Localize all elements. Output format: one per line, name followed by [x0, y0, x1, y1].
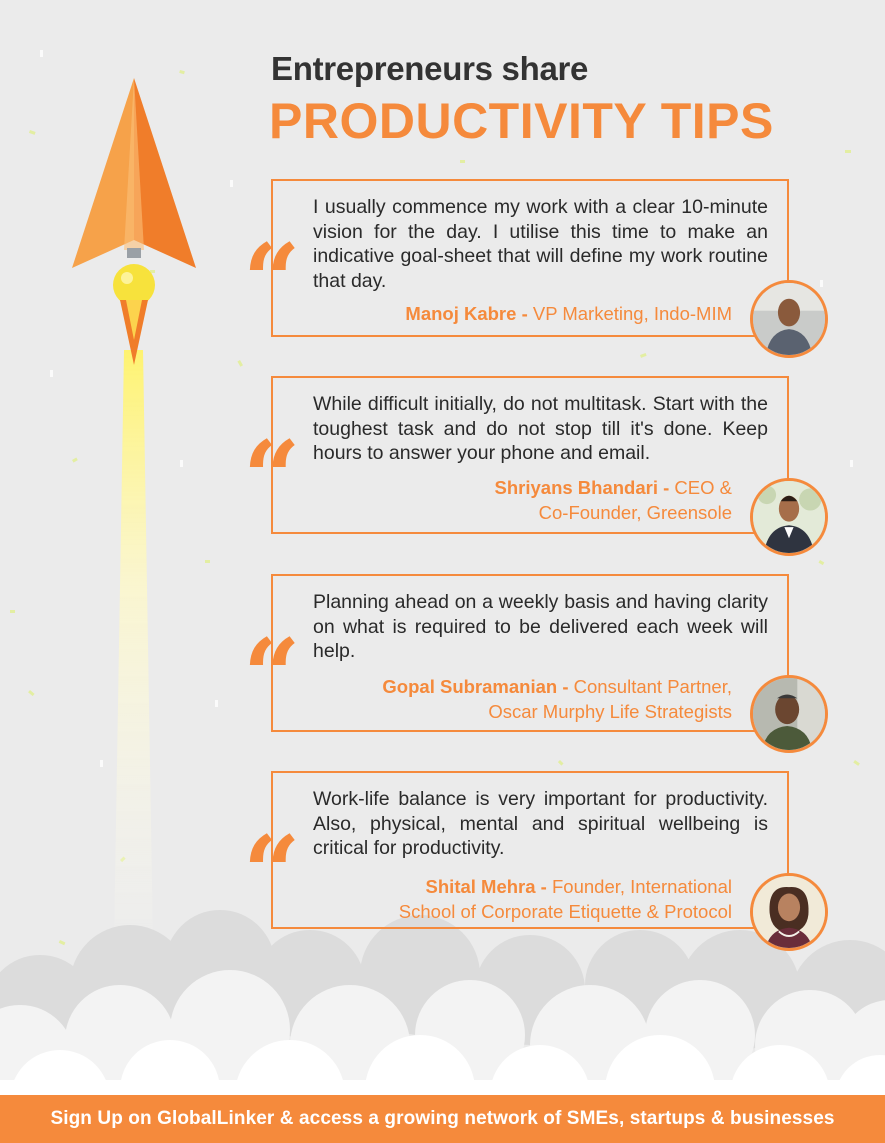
tip-quote: Work-life balance is very important for productivity. Also, physical, mental and spiritual wellbeing is critical for productivity.: [313, 788, 768, 859]
rocket-icon: [72, 78, 196, 365]
quote-mark-icon: “: [243, 814, 301, 932]
signup-banner[interactable]: Sign Up on GlobalLinker & access a growing network of SMEs, startups & businesses: [0, 1095, 885, 1143]
tip-author-role-line2: School of Corporate Etiquette & Protocol: [398, 901, 732, 922]
tip-attribution: [312, 475, 732, 525]
tip-card-2: [243, 376, 789, 537]
tip-author-role: Consultant Partner,: [568, 676, 732, 697]
avatar-gopal-subramanian: [750, 675, 828, 753]
tip-author-role: VP Marketing, Indo-MIM: [527, 303, 732, 324]
tip-quote: Planning ahead on a weekly basis and having clarity on what is required to be delivered each week will help.: [313, 591, 768, 662]
tip-author-name: Manoj Kabre -: [405, 303, 528, 324]
tip-quote: I usually commence my work with a clear 10-minute vision for the day. I utilise this time to make an indicative goal-sheet that will define my work routine that day.: [313, 196, 768, 292]
tip-author-name: Shital Mehra -: [425, 876, 547, 897]
tip-author-name: Gopal Subramanian -: [382, 676, 569, 697]
avatar-manoj-kabre: [750, 280, 828, 358]
tip-card-3: [243, 574, 789, 735]
avatar-shital-mehra: [750, 873, 828, 951]
tip-quote: While difficult initially, do not multitask. Start with the toughest task and do not stop till it's done. Keep hours to answer your phone and email.: [313, 393, 768, 464]
tip-card-4: [243, 771, 789, 932]
tip-attribution: [312, 301, 732, 326]
tip-author-role-line2: Oscar Murphy Life Strategists: [488, 701, 732, 722]
tip-card-1: [243, 179, 789, 340]
quote-mark-icon: “: [243, 222, 301, 340]
avatar-shriyans-bhandari: [750, 478, 828, 556]
tip-author-role-line2: Co-Founder, Greensole: [538, 502, 732, 523]
tip-author-role: Founder, International: [546, 876, 732, 897]
tip-attribution: [312, 874, 732, 924]
tip-author-name: Shriyans Bhandari -: [494, 477, 670, 498]
quote-mark-icon: “: [243, 419, 301, 537]
rocket-trail: [113, 350, 154, 1000]
tip-attribution: [312, 674, 732, 724]
quote-mark-icon: “: [243, 617, 301, 735]
heading-line2: PRODUCTIVITY TIPS: [269, 93, 774, 149]
tip-author-role: CEO &: [669, 477, 732, 498]
heading-line1: Entrepreneurs share: [271, 50, 589, 87]
